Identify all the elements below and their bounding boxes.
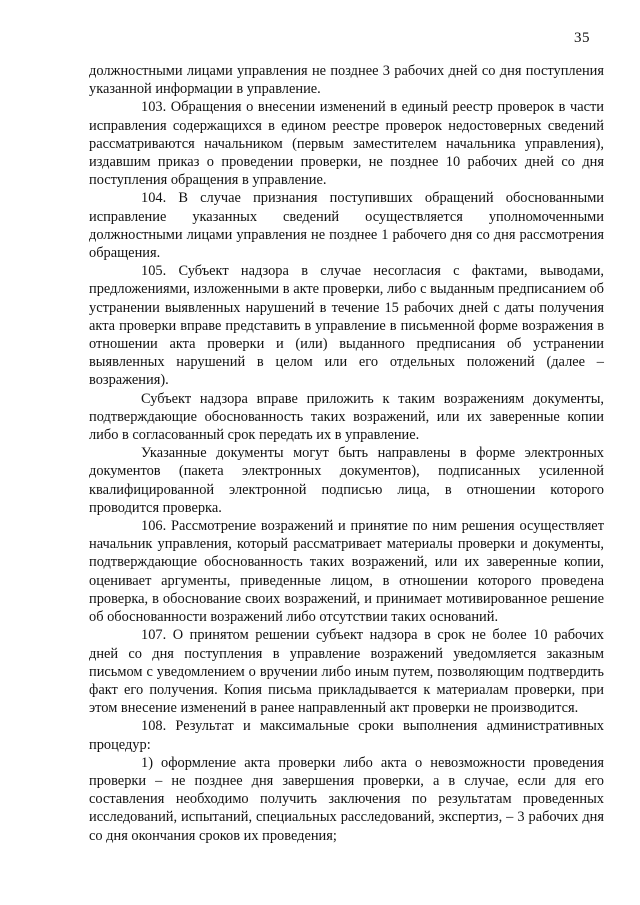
paragraph: Субъект надзора вправе приложить к таким возражениям документы, подтверждающие обоснованность таких возражений, или их заверенные копии либо в согласованный срок передать их в управление. xyxy=(89,390,604,444)
paragraph-105: 105. Субъект надзора в случае несогласия с фактами, выводами, предложениями, изложенными в акте проверки, либо с выданным предписанием об устранении выявленных нарушений в течение 15 рабочих дней с даты получения акта проверки вправе представить в управление в письменной форме возражения в отношении акта проверки и (или) выданного предписания об устранении выявленных нарушений в целом или его отдельных положений (далее – возражения). xyxy=(89,263,604,389)
paragraph-106: 106. Рассмотрение возражений и принятие по ним решения осуществляет начальник управления, который рассматривает материалы проверки и документы, подтверждающие обоснованность таких возражений, или их заверенные копии, оценивает аргументы, приведенные лицом, в отношении которого проведена проверка, в обоснование своих возражений, и принимает мотивированное решение об обоснованности возражений либо отсутствии таких оснований. xyxy=(89,518,604,626)
paragraph-103: 103. Обращения о внесении изменений в единый реестр проверок в части исправления содержащихся в едином реестре проверок недостоверных сведений рассматриваются начальником (первым заместителем начальника управления), издавшим приказ о проведении проверки, не позднее 10 рабочих дней со дня поступления обращения в управление. xyxy=(89,99,604,189)
paragraph-104: 104. В случае признания поступивших обращений обоснованными исправление указанных сведений осуществляется уполномоченными должностными лицами управления не позднее 1 рабочего дня со дня рассмотрения обращения. xyxy=(89,190,604,262)
paragraph-108: 108. Результат и максимальные сроки выполнения административных процедур: xyxy=(89,718,604,753)
list-item: 1) оформление акта проверки либо акта о невозможности проведения проверки – не позднее дня завершения проверки, а в случае, если для его составления необходимо получить заключения по результатам проведенных исследований, испытаний, специальных расследований, экспертиз, – 3 рабочих дня со дня окончания сроков их проведения; xyxy=(89,754,604,844)
paragraph: должностными лицами управления не позднее 3 рабочих дней со дня поступления указанной информации в управление. xyxy=(89,63,604,98)
paragraph: Указанные документы могут быть направлены в форме электронных документов (пакета электронных документов), подписанных усиленной квалифицированной электронной подписью лица, в отношении которого проводится проверка. xyxy=(89,445,604,516)
page-number: 35 xyxy=(574,30,590,46)
paragraph-107: 107. О принятом решении субъект надзора в срок не более 10 рабочих дней со дня поступления в управление возражений уведомляется заказным письмом с уведомлением о вручении либо иным путем, позволяющим подтвердить факт его получения. Копия письма прикладывается к материалам проверки, при этом внесение изменений в ранее направленный акт проверки не производится. xyxy=(89,627,604,717)
body-text xyxy=(89,62,604,845)
